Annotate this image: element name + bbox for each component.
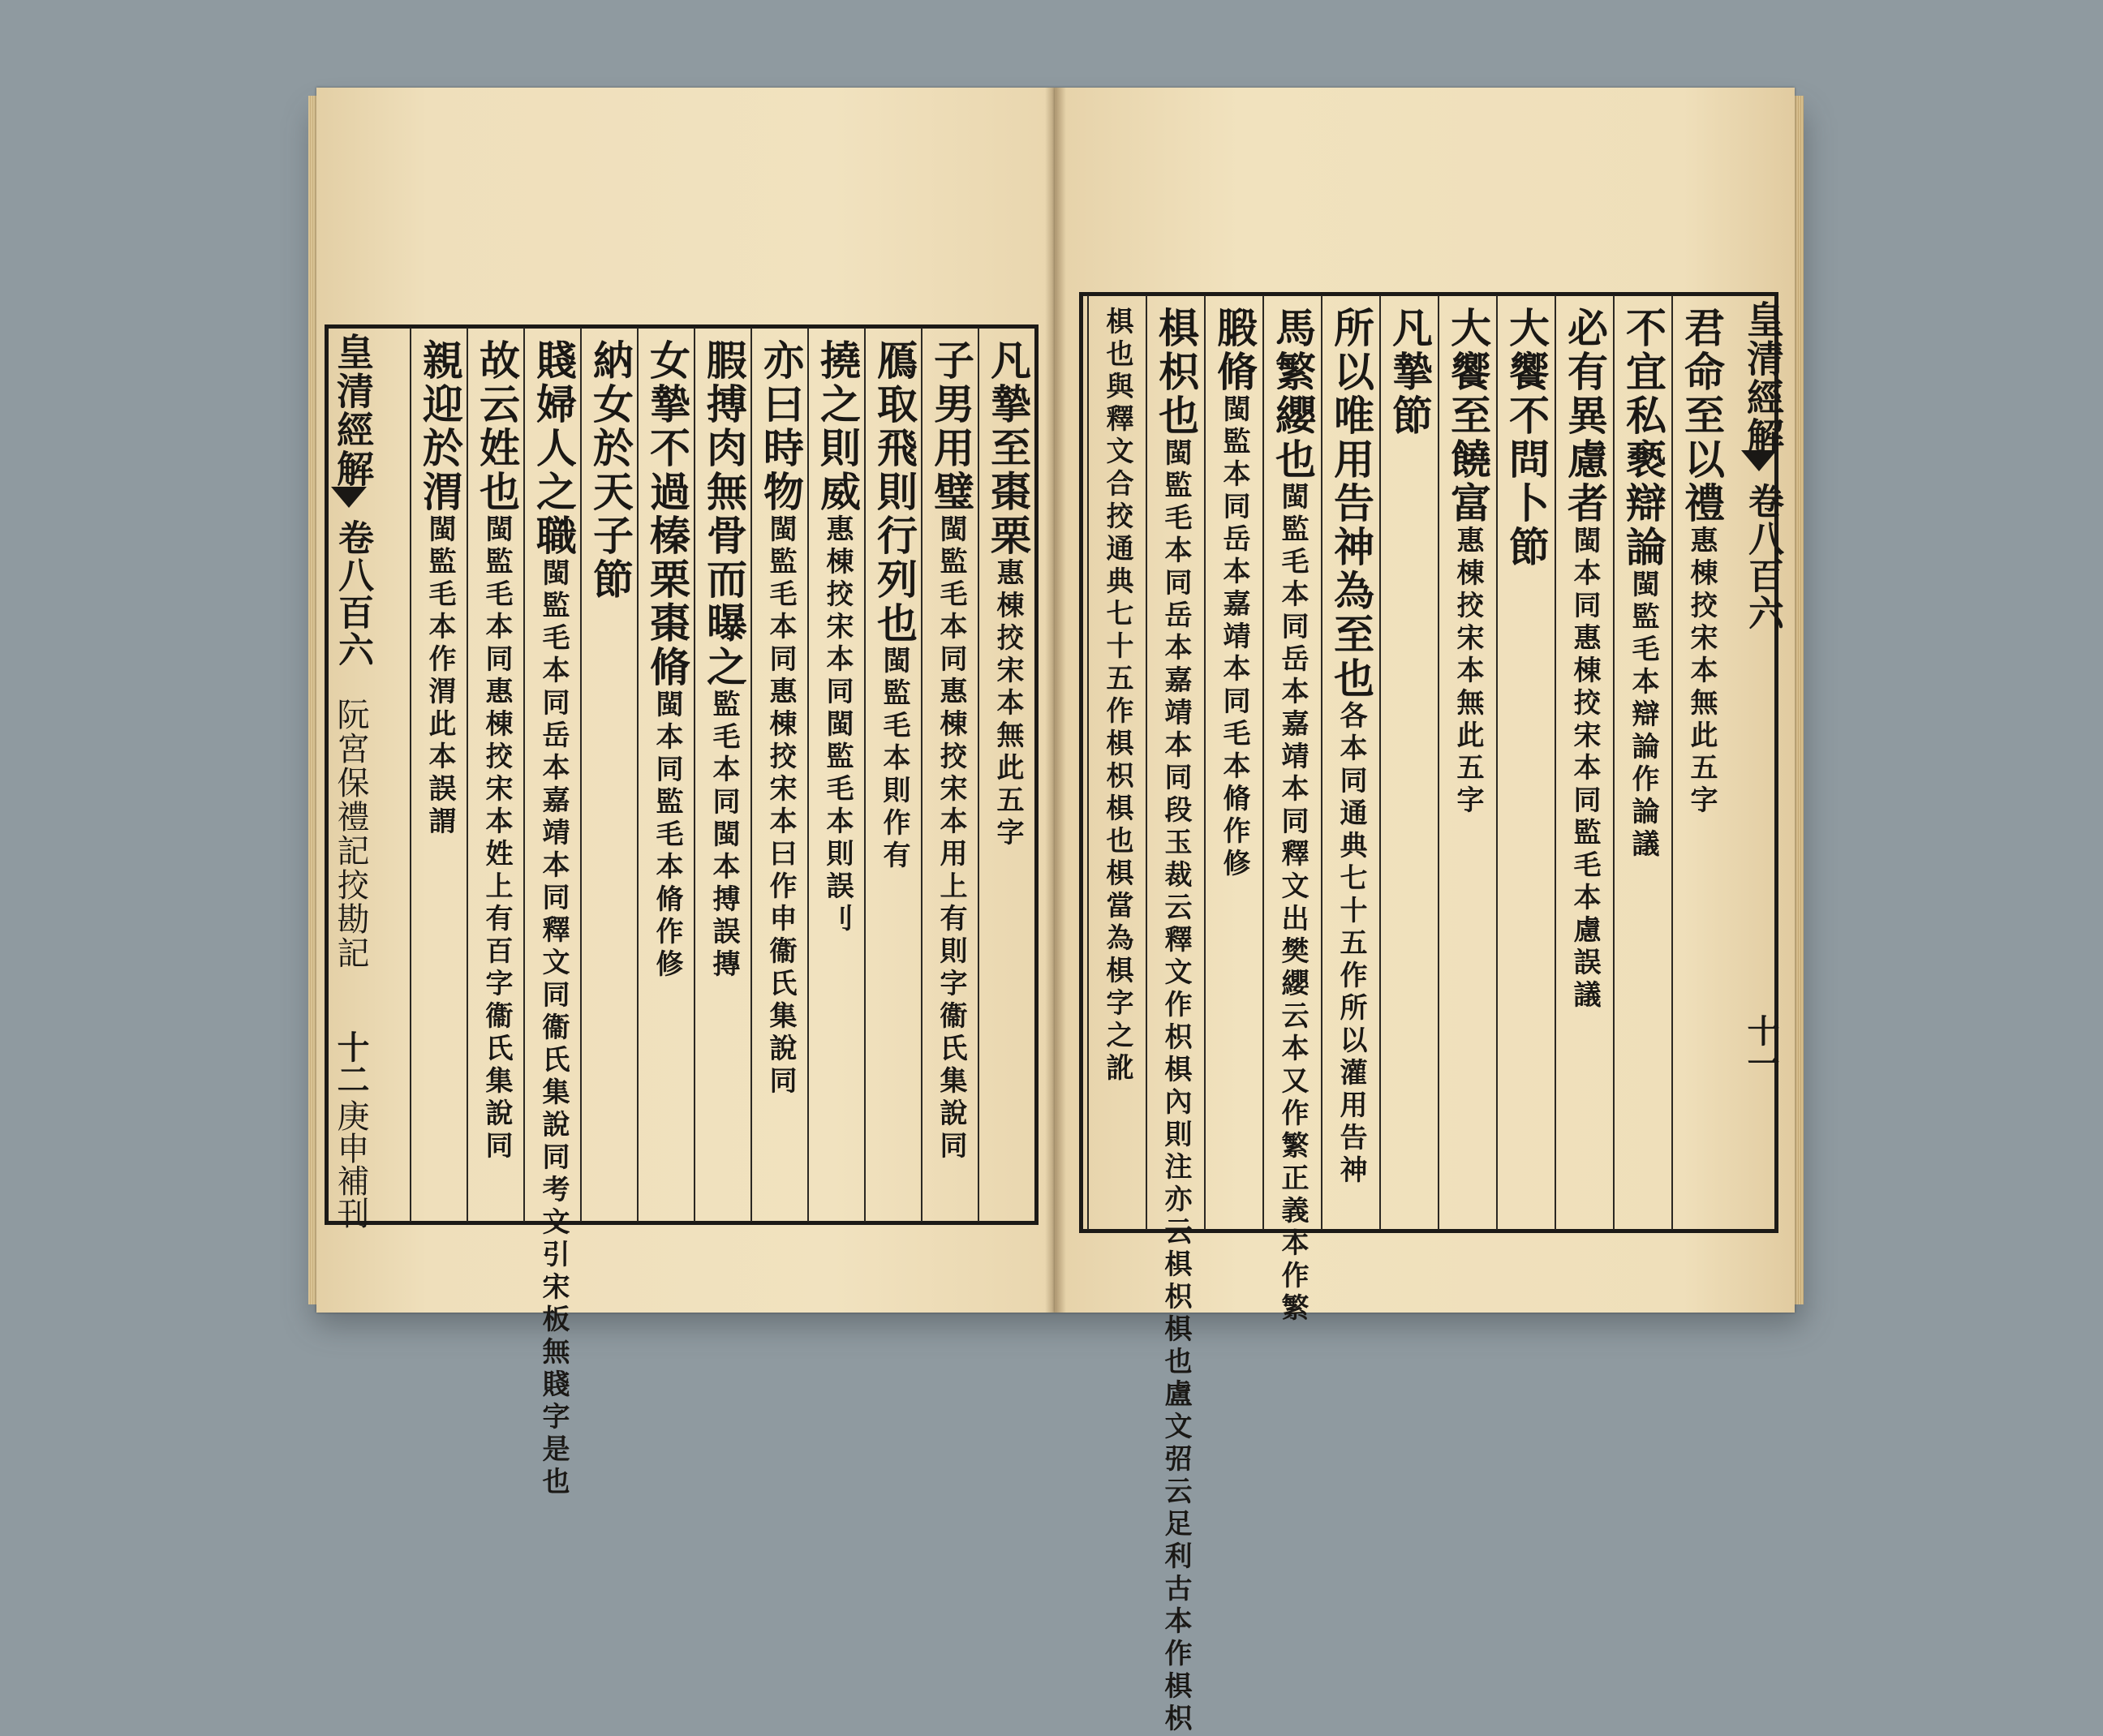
main-text: 大饗至饒富 [1444,307,1492,526]
left-page-text-column [927,339,975,1191]
annotation-text: 閩監毛本辯論作論議 [1627,569,1659,862]
right-page-text-column [1327,307,1375,1188]
left-page-column-rule [580,328,582,1222]
left-fish-tail-mark [331,487,367,508]
annotation-text: 惠棟挍宋本無此五字 [1685,526,1718,818]
main-text: 女摯不過榛栗棗脩 [643,339,691,690]
left-page-text-column [643,339,691,1191]
annotation-text: 惠棟挍宋本同閩監毛本則誤刂 [821,514,854,936]
annotation-text: 閩監毛本同岳本嘉靖本同釋文同衞氏集說同考文引宋板無賤字是也 [537,558,570,1499]
annotation-text: 閩監毛本作渭此本誤謂 [424,514,456,839]
right-page-text-column [1211,307,1258,1158]
annotation-text: 閩監毛本同岳本嘉靖本同段玉裁云釋文作枳椇內則注亦云椇枳椇也盧文弨云足利古本作椇枳 [1159,438,1192,1736]
left-margin-subtitle: 阮宮保禮記挍勘記 [332,698,369,970]
right-page-column-rule [1438,295,1439,1230]
main-text: 子男用璧 [927,339,975,514]
annotation-text: 閩監本同岳本嘉靖本同毛本脩作修 [1218,394,1250,881]
left-folio-number: 十二 [332,1030,370,1095]
left-margin-volume: 卷八百六 [332,519,373,668]
right-page-text-column [1619,307,1667,1158]
annotation-text: 惠棟挍宋本無此五字 [991,558,1024,850]
right-margin-title: 皇清經解 [1741,300,1785,456]
right-page-column-rule [1496,295,1498,1230]
right-page-text-column [1152,307,1200,1736]
main-text: 凡摯至棗栗 [984,339,1032,558]
main-text: 必有異慮者 [1561,307,1609,526]
left-page-text-column [530,339,578,1499]
left-page-text-column [984,339,1032,1191]
right-page-column-rule [1379,295,1381,1230]
right-page-column-rule [1321,295,1322,1230]
right-page-text-column [1269,307,1317,1326]
annotation-text: 監毛本同閩本搏誤摶 [707,690,740,982]
right-margin-volume: 卷八百六 [1742,483,1783,632]
right-page-column-rule [1204,295,1206,1230]
right-page-column-rule [1087,295,1089,1230]
right-page-text-column [1097,307,1138,1158]
left-page-column-rule [807,328,809,1222]
annotation-text: 閩監毛本則作有 [878,646,910,873]
main-text: 納女於天子節 [587,339,634,602]
main-text: 大饗不問卜節 [1503,307,1550,569]
main-text: 腵搏肉無骨而曝之 [700,339,748,690]
right-page-text-column [1561,307,1609,1158]
left-page-column-rule [694,328,695,1222]
left-page-text-column [814,339,862,1191]
annotation-text: 閩本同惠棟挍宋本同監毛本慮誤議 [1568,526,1601,1012]
left-page-text-column [757,339,805,1191]
left-margin-title: 皇清經解 [331,333,375,488]
right-folio-number: 十一 [1742,1014,1780,1079]
annotation-text: 閩監毛本同惠棟挍宋本用上有則字衞氏集說同 [935,514,967,1163]
main-text: 撓之則威 [814,339,862,514]
main-text: 椇枳也 [1152,307,1200,438]
left-page-text-column [871,339,918,1191]
left-page-column-rule [467,328,468,1222]
annotation-text: 椇也與釋文合挍通典七十五作椇枳椇也椇當為椇字之訛 [1101,307,1133,1085]
left-page-column-rule [864,328,866,1222]
main-text: 君命至以禮 [1678,307,1726,526]
left-page-text-column [473,339,521,1191]
main-text: 馬繁纓也 [1269,307,1317,482]
main-text: 凡摯節 [1386,307,1434,438]
left-page-column-rule [978,328,979,1222]
right-page-column-rule [1671,295,1673,1230]
main-text: 所以唯用告神為至也 [1327,307,1375,701]
right-page-text-column [1386,307,1434,1158]
left-page-column-rule [750,328,752,1222]
left-page-text-column [700,339,748,1191]
right-page-column-rule [1613,295,1615,1230]
main-text: 故云姓也 [473,339,521,514]
annotation-text: 閩監毛本同惠棟挍宋本曰作申衞氏集說同 [764,514,797,1098]
annotation-text: 閩監毛本同岳本嘉靖本同釋文出樊纓云本又作繁正義本作繁 [1276,482,1309,1326]
annotation-text: 各本同通典七十五作所以灌用告神 [1335,701,1367,1188]
left-page-column-rule [921,328,922,1222]
annotation-text: 閩監毛本同惠棟挍宋本姓上有百字衞氏集說同 [480,514,513,1163]
right-page-text-column [1678,307,1726,1158]
annotation-text: 閩本同監毛本脩作修 [651,690,683,982]
right-page-text-column [1444,307,1492,1158]
right-page-column-rule [1146,295,1147,1230]
main-text: 鴈取飛則行列也 [871,339,918,646]
main-text: 腶脩 [1211,307,1258,394]
main-text: 不宜私褻辯論 [1619,307,1667,569]
left-print-note: 庚申補刊 [332,1099,369,1229]
left-page-column-rule [410,328,411,1222]
right-page-text-column [1503,307,1550,1158]
right-page-column-rule [1262,295,1264,1230]
left-page-text-column [587,339,634,1191]
left-page-column-rule [637,328,639,1222]
book-gutter [1045,88,1066,1313]
left-page-text-column [416,339,464,1191]
main-text: 親迎於渭 [416,339,464,514]
main-text: 亦曰時物 [757,339,805,514]
annotation-text: 惠棟挍宋本無此五字 [1451,526,1484,818]
main-text: 賤婦人之職 [530,339,578,558]
right-page-column-rule [1555,295,1556,1230]
left-page-column-rule [523,328,525,1222]
right-fish-tail-mark [1741,450,1777,471]
